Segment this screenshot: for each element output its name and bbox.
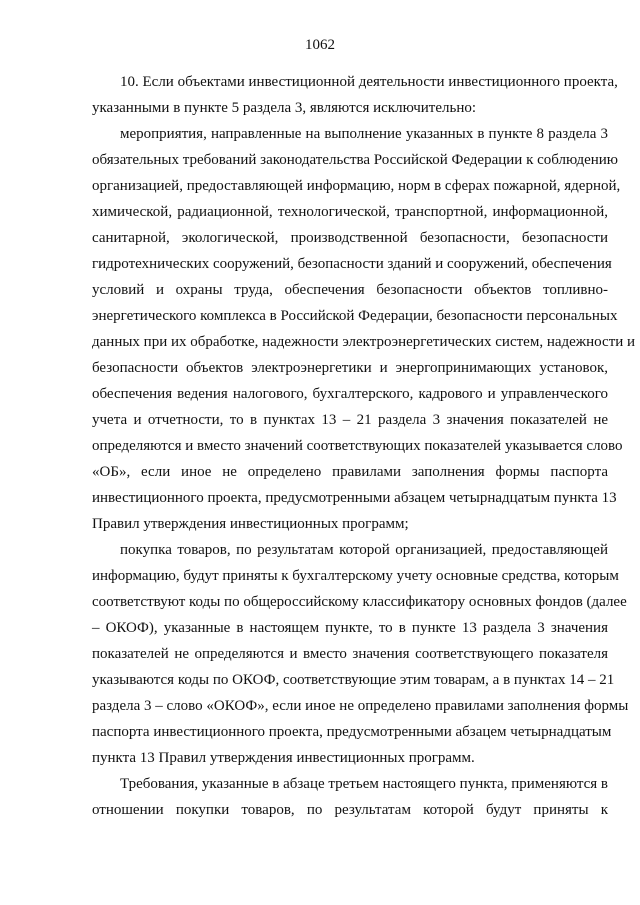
paragraph: [92, 771, 608, 823]
text-line: раздела 3 – слово «ОКОФ», если иное не определено правилами заполнения формы: [92, 698, 629, 714]
text-line: соответствуют коды по общероссийскому классификатору основных фондов (далее: [92, 594, 627, 610]
text-line: химической, радиационной, технологической, транспортной, информационной,: [92, 204, 608, 220]
text-line: данных при их обработке, надежности электроэнергетических систем, надежности и: [92, 334, 636, 350]
text-line: паспорта инвестиционного проекта, предусмотренными абзацем четырнадцатым: [92, 724, 612, 740]
text-line: мероприятия, направленные на выполнение указанных в пункте 8 раздела 3: [120, 126, 608, 142]
text-line: гидротехнических сооружений, безопасности зданий и сооружений, обеспечения: [92, 256, 612, 272]
text-line: информацию, будут приняты к бухгалтерскому учету основные средства, которым: [92, 568, 619, 584]
text-line: обязательных требований законодательства Российской Федерации к соблюдению: [92, 152, 618, 168]
page-number: 1062: [305, 37, 335, 53]
text-line: Правил утверждения инвестиционных программ;: [92, 516, 409, 532]
text-line: указываются коды по ОКОФ, соответствующие этим товарам, а в пунктах 14 – 21: [92, 672, 615, 688]
text-line: – ОКОФ), указанные в настоящем пункте, то в пункте 13 раздела 3 значения: [92, 620, 608, 636]
text-line: организацией, предоставляющей информацию, норм в сферах пожарной, ядерной,: [92, 178, 621, 194]
text-line: учета и отчетности, то в пунктах 13 – 21 раздела 3 значения показателей не: [92, 412, 608, 428]
text-line: Требования, указанные в абзаце третьем настоящего пункта, применяются в: [120, 776, 608, 792]
text-line: «ОБ», если иное не определено правилами заполнения формы паспорта: [92, 464, 608, 480]
text-line: отношении покупки товаров, по результатам которой будут приняты к: [92, 802, 608, 818]
text-line: санитарной, экологической, производственной безопасности, безопасности: [92, 230, 608, 246]
text-line: указанными в пункте 5 раздела 3, являются исключительно:: [92, 100, 477, 116]
paragraph: [92, 69, 618, 121]
text-line: определяются и вместо значений соответствующих показателей указывается слово: [92, 438, 623, 454]
document-body: [92, 69, 636, 823]
text-line: энергетического комплекса в Российской Федерации, безопасности персональных: [92, 308, 618, 324]
text-line: обеспечения ведения налогового, бухгалтерского, кадрового и управленческого: [92, 386, 608, 402]
text-line: инвестиционного проекта, предусмотренными абзацем четырнадцатым пункта 13: [92, 490, 617, 506]
paragraph: [92, 121, 636, 537]
text-line: 10. Если объектами инвестиционной деятельности инвестиционного проекта,: [120, 74, 618, 90]
text-line: безопасности объектов электроэнергетики и энергопринимающих установок,: [92, 360, 608, 376]
text-line: условий и охраны труда, обеспечения безопасности объектов топливно-: [92, 282, 608, 298]
text-line: показателей не определяются и вместо значения соответствующего показателя: [92, 646, 608, 662]
text-line: пункта 13 Правил утверждения инвестиционных программ.: [92, 750, 475, 766]
paragraph: [92, 537, 629, 771]
text-line: покупка товаров, по результатам которой организацией, предоставляющей: [120, 542, 608, 558]
